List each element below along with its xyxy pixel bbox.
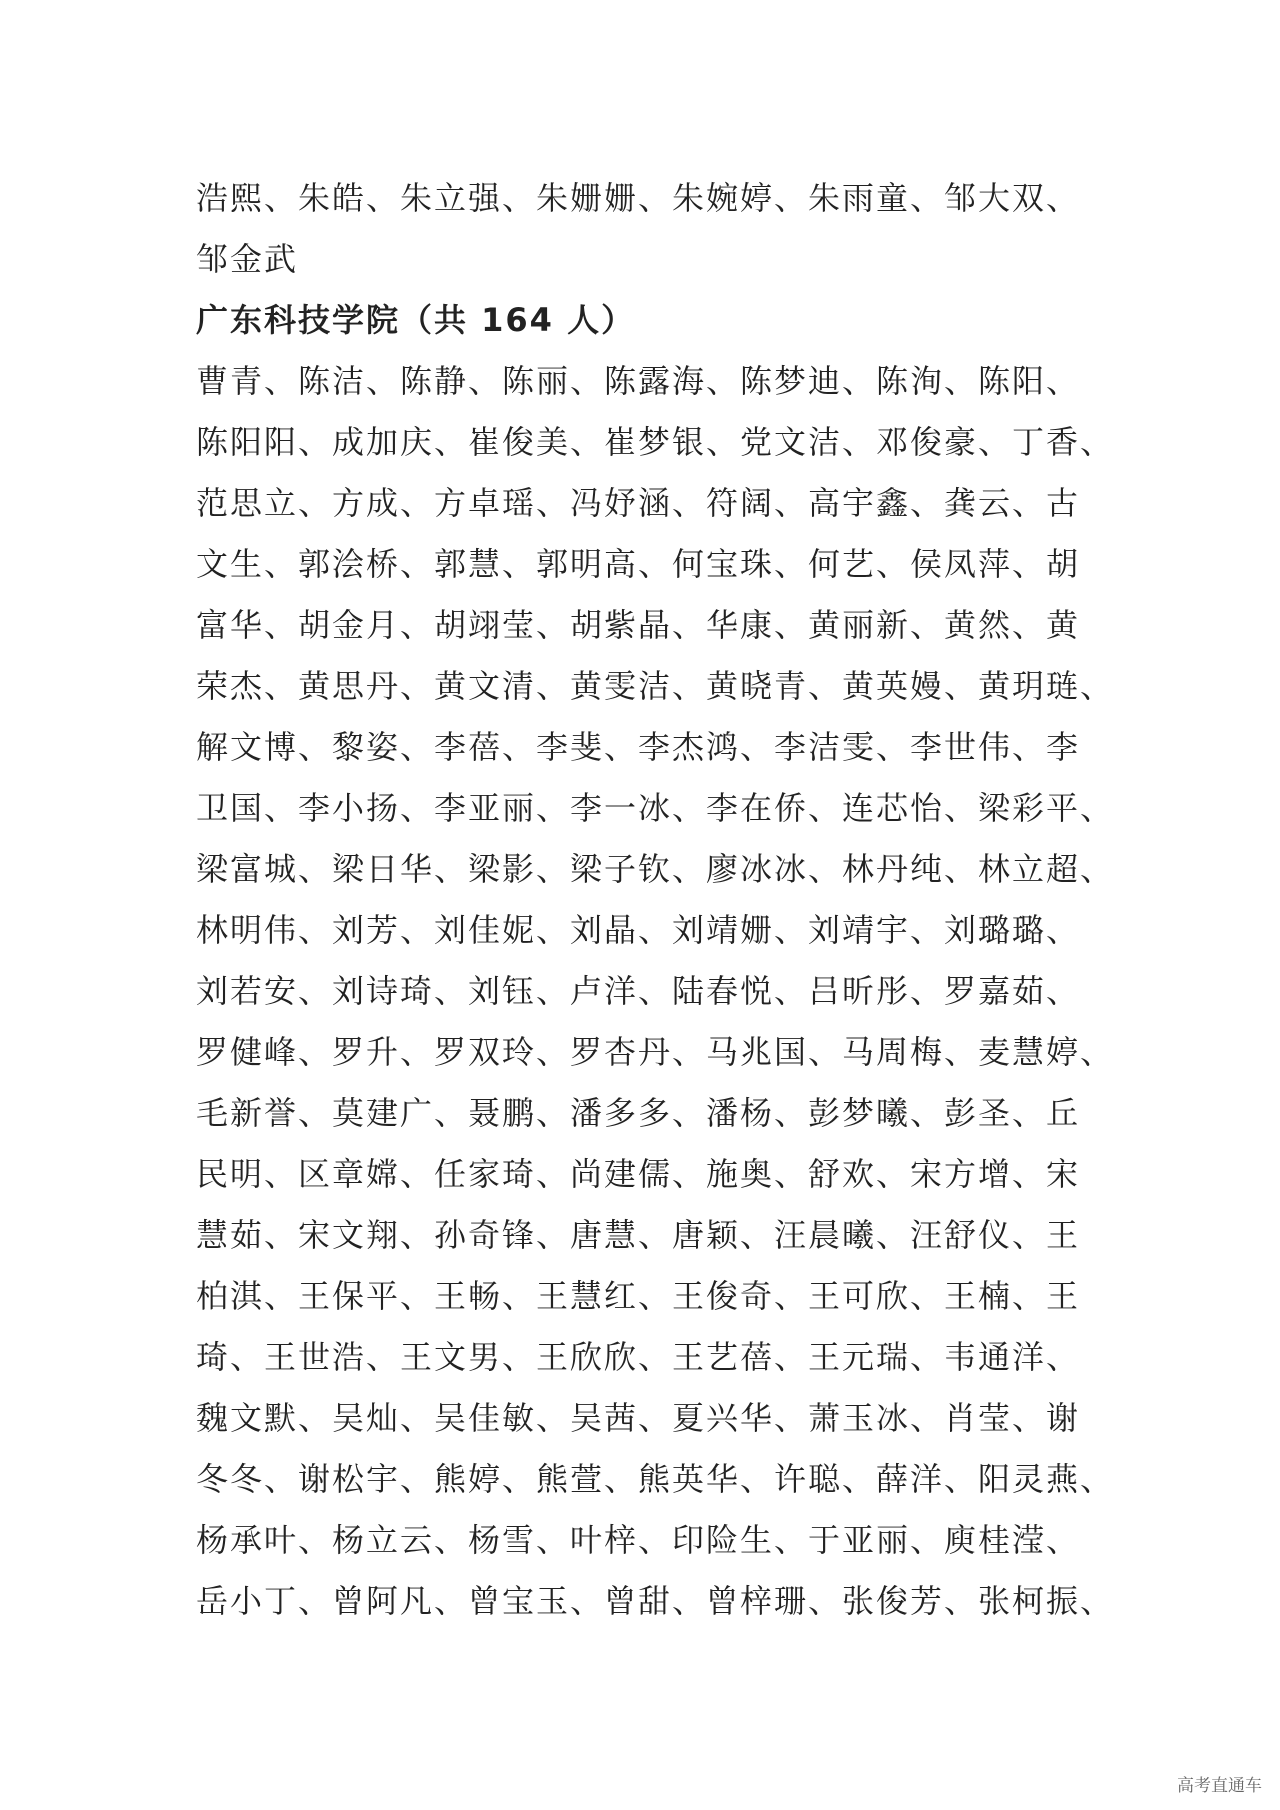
name-line: 岳小丁、曾阿凡、曾宝玉、曾甜、曾梓珊、张俊芳、张柯振、 [196, 1582, 1115, 1620]
name-line: 柏淇、王保平、王畅、王慧红、王俊奇、王可欣、王楠、王 [196, 1277, 1081, 1315]
name-line: 解文博、黎姿、李蓓、李斐、李杰鸿、李洁雯、李世伟、李 [196, 728, 1081, 766]
continuation-line: 邹金武 [196, 240, 299, 278]
name-line: 荣杰、黄思丹、黄文清、黄雯洁、黄晓青、黄英嫚、黄玥琏、 [196, 667, 1115, 705]
name-line: 慧茹、宋文翔、孙奇锋、唐慧、唐颖、汪晨曦、汪舒仪、王 [196, 1216, 1081, 1254]
name-line: 文生、郭浍桥、郭慧、郭明高、何宝珠、何艺、侯凤萍、胡 [196, 545, 1081, 583]
name-line: 陈阳阳、成加庆、崔俊美、崔梦银、党文洁、邓俊豪、丁香、 [196, 423, 1115, 461]
name-line: 魏文默、吴灿、吴佳敏、吴茜、夏兴华、萧玉冰、肖莹、谢 [196, 1399, 1081, 1437]
document-body [196, 168, 1115, 1632]
name-line: 冬冬、谢松宇、熊婷、熊萱、熊英华、许聪、薛洋、阳灵燕、 [196, 1460, 1115, 1498]
name-line: 琦、王世浩、王文男、王欣欣、王艺蓓、王元瑞、韦通洋、 [196, 1338, 1081, 1376]
continuation-line: 浩熙、朱皓、朱立强、朱姗姗、朱婉婷、朱雨童、邹大双、 [196, 179, 1081, 217]
name-line: 梁富城、梁日华、梁影、梁子钦、廖冰冰、林丹纯、林立超、 [196, 850, 1115, 888]
name-line: 范思立、方成、方卓瑶、冯妤涵、符阔、高宇鑫、龚云、古 [196, 484, 1081, 522]
section-heading: 广东科技学院（共 164 人） [196, 301, 636, 339]
name-line: 毛新誉、莫建广、聂鹏、潘多多、潘杨、彭梦曦、彭圣、丘 [196, 1094, 1081, 1132]
name-line: 罗健峰、罗升、罗双玲、罗杏丹、马兆国、马周梅、麦慧婷、 [196, 1033, 1115, 1071]
name-line: 曹青、陈洁、陈静、陈丽、陈露海、陈梦迪、陈洵、陈阳、 [196, 362, 1081, 400]
name-line: 杨承叶、杨立云、杨雪、叶梓、印险生、于亚丽、庾桂滢、 [196, 1521, 1081, 1559]
name-line: 林明伟、刘芳、刘佳妮、刘晶、刘靖姗、刘靖宇、刘璐璐、 [196, 911, 1081, 949]
name-line: 卫国、李小扬、李亚丽、李一冰、李在侨、连芯怡、梁彩平、 [196, 789, 1115, 827]
watermark: 高考直通车 [1177, 1776, 1262, 1796]
name-line: 刘若安、刘诗琦、刘钰、卢洋、陆春悦、吕昕彤、罗嘉茹、 [196, 972, 1081, 1010]
name-line: 民明、区章嫦、任家琦、尚建儒、施奥、舒欢、宋方增、宋 [196, 1155, 1081, 1193]
name-line: 富华、胡金月、胡翊莹、胡紫晶、华康、黄丽新、黄然、黄 [196, 606, 1081, 644]
